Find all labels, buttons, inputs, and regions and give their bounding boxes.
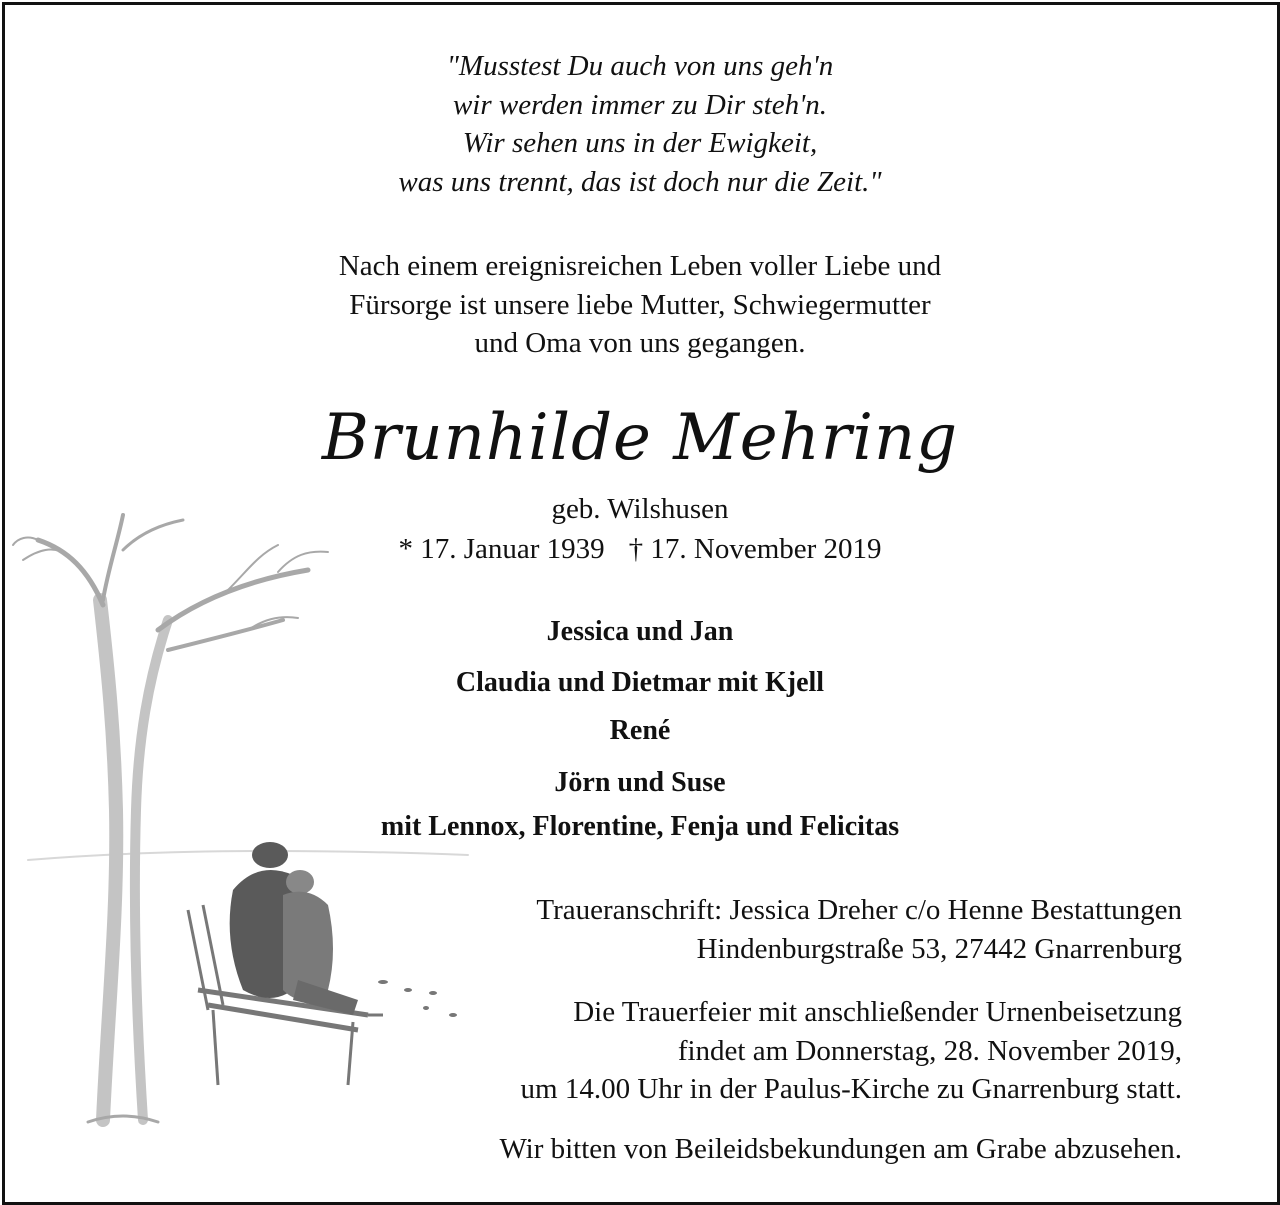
intro-text — [0, 247, 1280, 363]
relative-line: Jörn und Suse — [554, 767, 726, 798]
mourning-address — [536, 891, 1182, 968]
life-dates — [0, 530, 1280, 568]
relative-line: Claudia und Dietmar mit Kjell — [455, 667, 825, 698]
deceased-name: Brunhilde Mehring — [321, 401, 959, 475]
relative-line: René — [609, 715, 671, 746]
service-line: um 14.00 Uhr in der Paulus-Kirche zu Gnarrenburg statt. — [520, 1073, 1182, 1105]
intro-line: und Oma von uns gegangen. — [474, 327, 806, 359]
intro-line: Fürsorge ist unsere liebe Mutter, Schwiegermutter — [349, 288, 931, 321]
intro-line: Nach einem ereignisreichen Leben voller Liebe und — [338, 250, 942, 282]
quote-line: was uns trennt, das ist doch nur die Zeit." — [398, 165, 882, 198]
birth-date: * 17. Januar 1939 — [398, 533, 605, 565]
condolence-note: Wir bitten von Beileidsbekundungen am Grabe abzusehen. — [499, 1133, 1182, 1165]
quote-line: Wir sehen uns in der Ewigkeit, — [462, 127, 818, 159]
address-line: Traueranschrift: Jessica Dreher c/o Henne Bestattungen — [536, 894, 1182, 926]
birth-name: geb. Wilshusen — [551, 493, 729, 525]
death-date: † 17. November 2019 — [628, 533, 882, 565]
relative-line: Jessica und Jan — [546, 616, 734, 647]
service-info — [521, 993, 1182, 1109]
service-line: Die Trauerfeier mit anschließender Urnenbeisetzung — [573, 996, 1182, 1028]
service-line: findet am Donnerstag, 28. November 2019, — [677, 1034, 1182, 1067]
quote-line: wir werden immer zu Dir steh'n. — [452, 88, 828, 121]
address-line: Hindenburgstraße 53, 27442 Gnarrenburg — [696, 932, 1182, 965]
quote-line: "Musstest Du auch von uns geh'n — [446, 50, 834, 82]
relative-line: mit Lennox, Florentine, Fenja und Felicitas — [380, 811, 900, 842]
memorial-quote — [0, 47, 1280, 201]
